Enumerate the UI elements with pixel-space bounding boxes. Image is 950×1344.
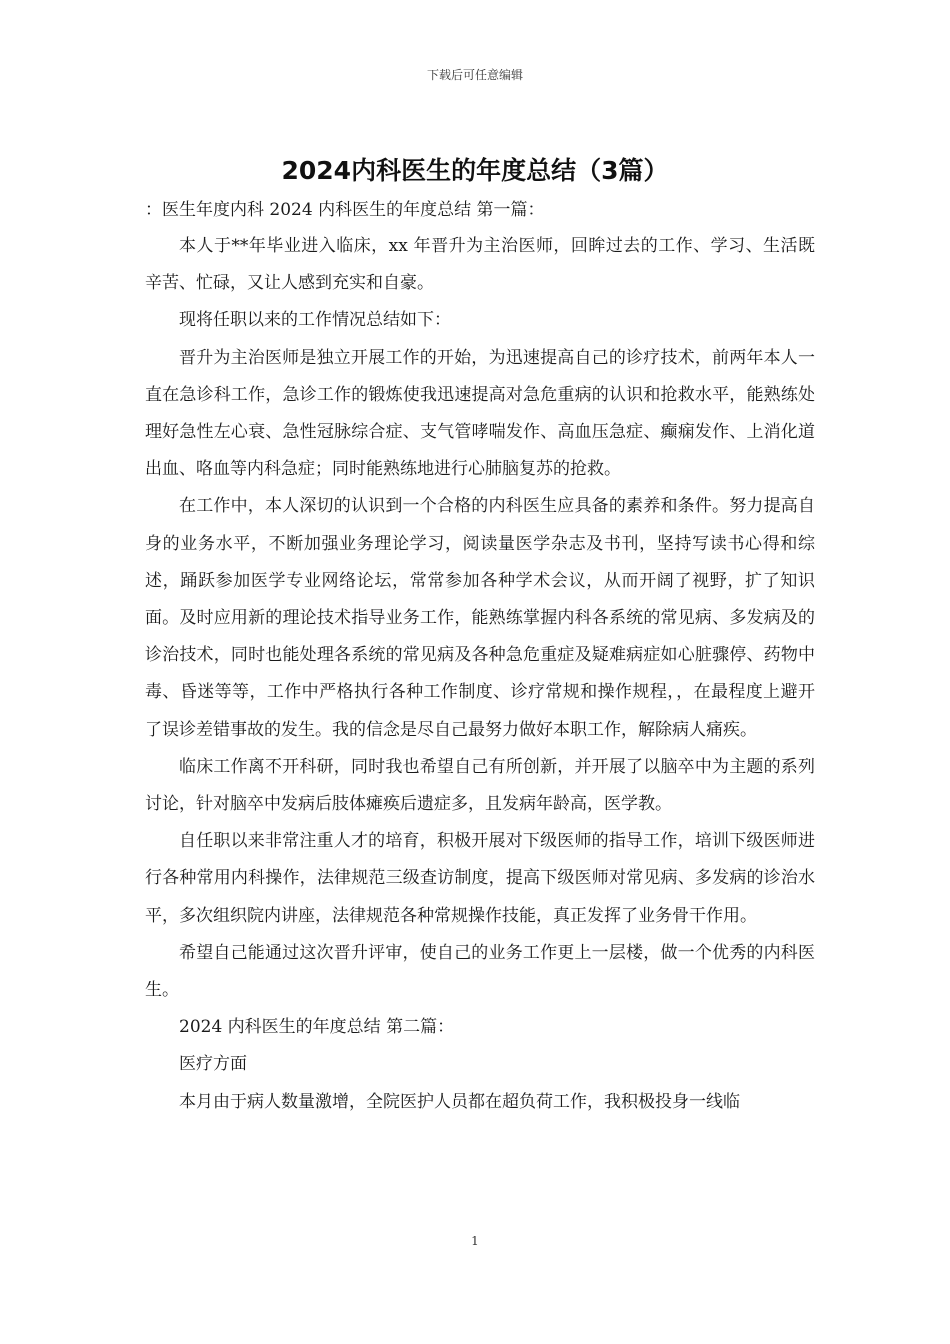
- document-title: 2024内科医生的年度总结（3篇）: [281, 156, 669, 185]
- paragraph: 临床工作离不开科研，同时我也希望自己有所创新，并开展了以脑卒中为主题的系列讨论，针对脑卒中发病后肢体瘫痪后遗症多，且发病年龄高，医学教。: [145, 756, 815, 815]
- document-body: [145, 194, 815, 1121]
- section-heading: 2024 内科医生的年度总结 第二篇：: [179, 1017, 455, 1038]
- page-number: 1: [471, 1234, 479, 1248]
- header-note: 下载后可任意编辑: [426, 68, 523, 82]
- paragraph: 现将任职以来的工作情况总结如下：: [179, 310, 451, 331]
- intro-line: ：医生年度内科 2024 内科医生的年度总结 第一篇：: [145, 200, 545, 220]
- paragraph: 本人于**年毕业进入临床，xx 年晋升为主治医师，回眸过去的工作、学习、生活既辛苦、忙碌，又让人感到充实和自豪。: [145, 236, 815, 294]
- paragraph: 自任职以来非常注重人才的培育，积极开展对下级医师的指导工作，培训下级医师进行各种常用内科操作，法律规范三级查访制度，提高下级医师对常见病、多发病的诊治水平，多次组织院内讲座，法律规范各种常规操作技能，真正发挥了业务骨干作用。: [145, 831, 815, 926]
- subsection-heading: 医疗方面: [179, 1054, 247, 1075]
- paragraph: 在工作中，本人深切的认识到一个合格的内科医生应具备的素养和条件。努力提高自身的业务水平，不断加强业务理论学习，阅读量医学杂志及书刊，坚持写读书心得和综述，踊跃参加医学专业网络论坛，常常参加各种学术会议，从而开阔了视野，扩了知识面。及时应用新的理论技术指导业务工作，能熟练掌握内科各系统的常见病、多发病及的诊治技术，同时也能处理各系统的常见病及各种急危重症及疑难病症如心脏骤停、药物中毒、昏迷等等，工作中严格执行各种工作制度、诊疗常规和操作规程，，在最程度上避开了误诊差错事故的发生。我的信念是尽自己最努力做好本职工作，解除病人痛疾。: [145, 496, 815, 740]
- paragraph: 希望自己能通过这次晋升评审，使自己的业务工作更上一层楼，做一个优秀的内科医生。: [145, 942, 815, 1001]
- paragraph: 晋升为主治医师是独立开展工作的开始，为迅速提高自己的诊疗技术，前两年本人一直在急诊科工作，急诊工作的锻炼使我迅速提高对急危重病的认识和抢救水平，能熟练处理好急性左心衰、急性冠脉综合症、支气管哮喘发作、高血压急症、癫痫发作、上消化道出血、咯血等内科急症；同时能熟练地进行心肺脑复苏的抢救。: [145, 347, 815, 480]
- paragraph: 本月由于病人数量激增，全院医护人员都在超负荷工作，我积极投身一线临: [179, 1091, 740, 1112]
